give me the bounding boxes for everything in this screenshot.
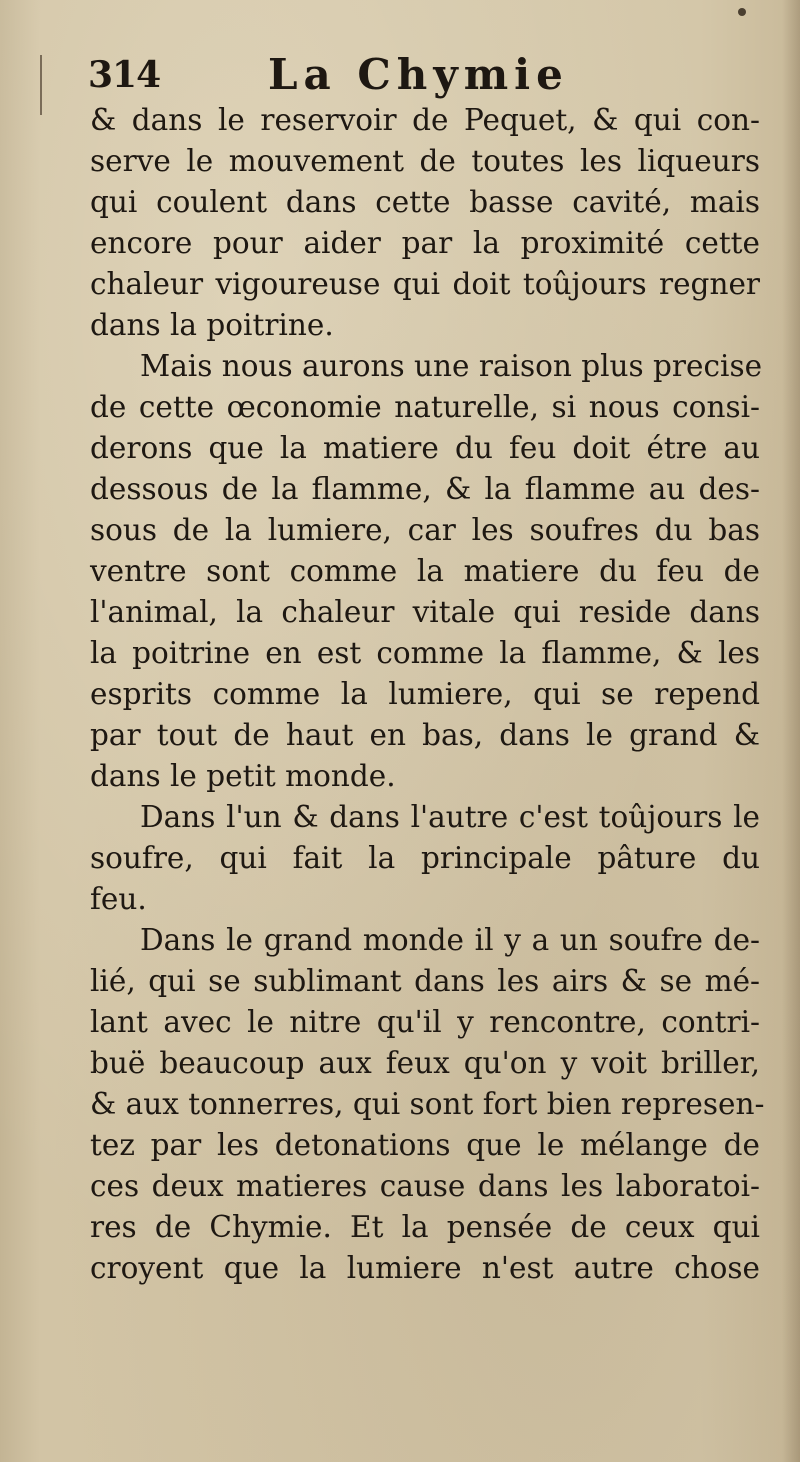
text-line: de cette œconomie naturelle, si nous consi-: [90, 390, 760, 424]
text-line: esprits comme la lumiere, qui se repend: [90, 677, 760, 711]
text-line: & dans le reservoir de Pequet, & qui con-: [90, 103, 760, 137]
text-line: encore pour aider par la proximité cette: [90, 226, 760, 260]
text-line: sous de la lumiere, car les soufres du bas: [90, 513, 760, 547]
text-line: Dans le grand monde il y a un soufre de-: [140, 923, 760, 957]
text-line: dessous de la flamme, & la flamme au des-: [90, 472, 760, 506]
text-line: chaleur vigoureuse qui doit toûjours regner: [90, 267, 760, 301]
text-line: feu.: [90, 882, 147, 916]
text-line: Mais nous aurons une raison plus precise: [140, 349, 763, 383]
body-text: [90, 100, 765, 1289]
text-line: buë beaucoup aux feux qu'on y voit briller,: [90, 1046, 760, 1080]
text-line: lant avec le nitre qu'il y rencontre, contri-: [90, 1005, 760, 1039]
text-line: derons que la matiere du feu doit étre au: [90, 431, 760, 465]
paragraph: [90, 797, 760, 920]
text-line: Dans l'un & dans l'autre c'est toûjours le: [140, 800, 760, 834]
margin-mark: [40, 55, 42, 115]
text-line: dans le petit monde.: [90, 759, 396, 793]
text-line: ventre sont comme la matiere du feu de: [90, 554, 760, 588]
text-line: l'animal, la chaleur vitale qui reside dans: [90, 595, 760, 629]
text-line: ces deux matieres cause dans les laboratoi-: [90, 1169, 760, 1203]
text-line: res de Chymie. Et la pensée de ceux qui: [90, 1210, 760, 1244]
text-line: croyent que la lumiere n'est autre chose: [90, 1251, 760, 1285]
paragraph: [90, 920, 765, 1289]
text-line: tez par les detonations que le mélange de: [90, 1128, 760, 1162]
running-title: La Chymie: [268, 50, 569, 99]
text-line: par tout de haut en bas, dans le grand &: [90, 718, 760, 752]
text-line: la poitrine en est comme la flamme, & les: [90, 636, 760, 670]
text-line: & aux tonnerres, qui sont fort bien represen-: [90, 1087, 765, 1121]
page-number: 314: [88, 54, 161, 96]
text-line: lié, qui se sublimant dans les airs & se mé-: [90, 964, 760, 998]
paragraph: [90, 346, 763, 797]
ink-speck: [738, 8, 746, 16]
text-line: soufre, qui fait la principale pâture du: [90, 841, 760, 875]
text-line: qui coulent dans cette basse cavité, mais: [90, 185, 760, 219]
text-line: dans la poitrine.: [90, 308, 334, 342]
page-header: [88, 46, 608, 106]
paragraph: [90, 100, 760, 346]
page-edge-shadow: [782, 0, 800, 1462]
text-line: serve le mouvement de toutes les liqueurs: [90, 144, 760, 178]
